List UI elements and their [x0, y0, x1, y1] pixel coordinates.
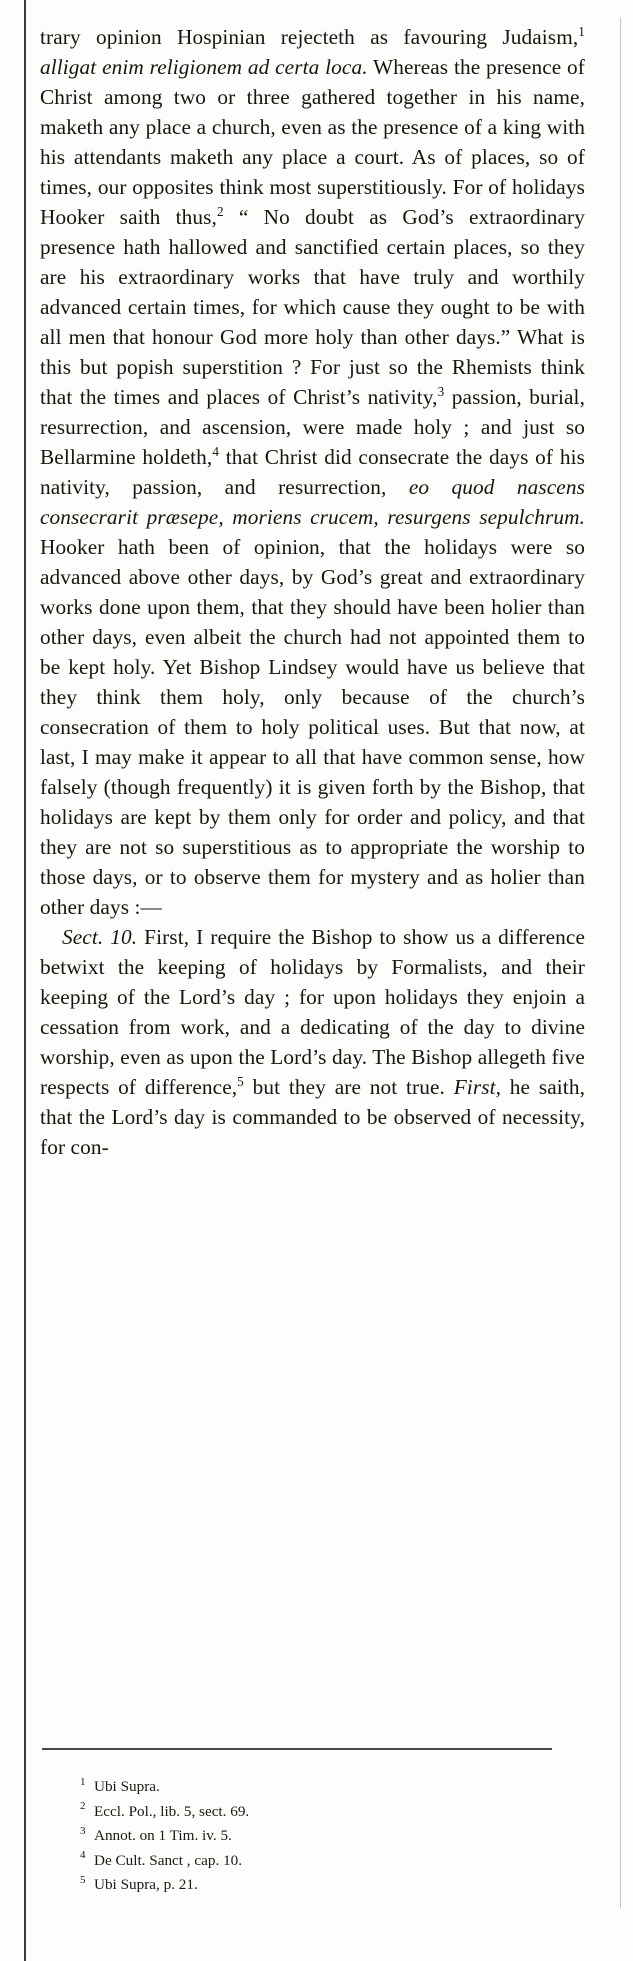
footnote-item: 2 Eccl. Pol., lib. 5, sect. 69.: [80, 1800, 250, 1820]
footnote-item: 4 De Cult. Sanct , cap. 10.: [80, 1849, 243, 1869]
text-run: that Christ did consecrate the days of his nativity, passion, and resurrection,: [40, 445, 585, 499]
footnote-list: [80, 1775, 550, 1898]
footnote-item: 5 Ubi Supra, p. 21.: [80, 1873, 198, 1893]
italic-run: eo quod nascens consecrarit præsepe, moriens crucem, resurgens sepulchrum.: [40, 475, 585, 529]
page-right-border: [620, 18, 621, 1908]
body-text: [40, 22, 585, 1162]
footnote-marker[interactable]: 4: [212, 443, 220, 459]
text-run: trary opinion Hospinian rejecteth as favouring Judaism,: [40, 25, 579, 49]
italic-run: First,: [453, 1075, 502, 1099]
text-run: he saith, that the Lord’s day is commanded to be observed of necessity, for con-: [40, 1075, 585, 1159]
footnote-marker[interactable]: 2: [216, 203, 224, 219]
footnote-item: 1 Ubi Supra.: [80, 1775, 160, 1795]
text-column: [40, 22, 585, 1162]
text-run: Hooker hath been of opinion, that the holidays were so advanced above other days, by God’s great and extraordinary works done upon them, that they should have been holier than other days, even albeit the church had not appointed them to be kept holy. Yet Bishop Lindsey would have us believe that they think them holy, only because of the church’s consecration of them to holy political uses. But that now, at last, I may make it appear to all that have common sense, how falsely (though frequently) it is given forth by the Bishop, that holidays are kept by them only for order and policy, and that they are not so superstitious as to appropriate the worship to those days, or to observe them for mystery and as holier than other days :—: [40, 535, 585, 919]
footnote-marker[interactable]: 1: [578, 23, 585, 39]
text-run: First, I require the Bishop to show us a difference betwixt the keeping of holidays by Formalists, and their keeping of the Lord’s day ; for upon holidays they enjoin a cessation from work, and a dedicating of the day to divine worship, even as upon the Lord’s day. The Bishop allegeth five respects of difference,: [40, 925, 585, 1099]
footnote-item-text: Ubi Supra, p. 21.: [94, 1876, 198, 1893]
italic-run: Sect. 10.: [62, 925, 138, 949]
text-run: “ No doubt as God’s extraordinary presence hath hallowed and sanctified certain places, so they are his extraordinary works that have truly and worthily advanced certain times, for which cause they ought to be with all men that honour God more holy than other days.” What is this but popish superstition ? For just so the Rhemists think that the times and places of Christ’s nativity,: [40, 205, 585, 409]
para-2: [40, 922, 585, 1162]
footnote-separator: [42, 1748, 552, 1750]
footnote-item-text: Ubi Supra.: [94, 1778, 160, 1795]
footnote-marker[interactable]: 3: [437, 383, 445, 399]
footnote-marker[interactable]: 5: [237, 1073, 244, 1089]
footnote-item-text: Eccl. Pol., lib. 5, sect. 69.: [94, 1802, 250, 1820]
footnote-item-text: De Cult. Sanct , cap. 10.: [94, 1851, 243, 1869]
italic-run: alligat enim religionem ad certa loca.: [40, 55, 368, 79]
text-run: Whereas the presence of Christ among two or three gathered together in his name, maketh any place a church, even as the presence of a king with his attendants maketh any place a court. As of places, so of times, our opposites think most superstitiously. For of holidays Hooker saith thus,: [40, 55, 585, 229]
page-left-border: [24, 0, 26, 1961]
footnote-item: 3 Annot. on 1 Tim. iv. 5.: [80, 1824, 232, 1844]
text-run: passion, burial, resurrection, and ascension, were made holy ; and just so Bellarmine holdeth,: [40, 385, 585, 469]
text-run: but they are not true.: [243, 1075, 454, 1099]
para-1: [40, 22, 585, 922]
footnote-item-text: Annot. on 1 Tim. iv. 5.: [94, 1827, 232, 1844]
